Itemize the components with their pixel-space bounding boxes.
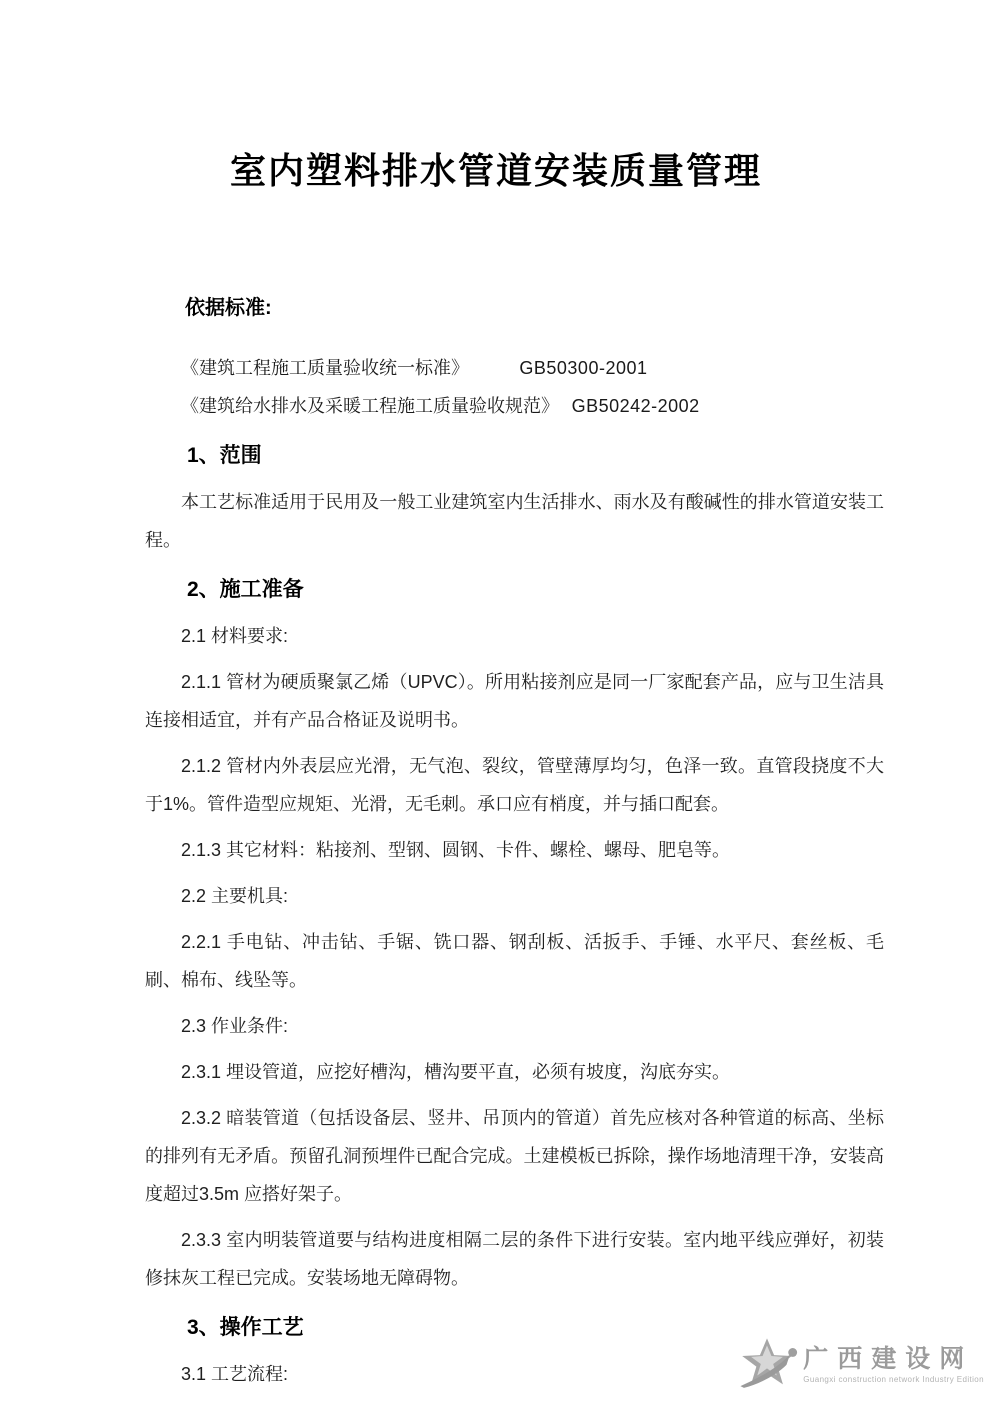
section-heading: 2、施工准备 [187, 578, 304, 601]
section-heading: 1、范围 [187, 444, 262, 467]
logo-text-block [803, 1345, 984, 1384]
standard-item [145, 387, 884, 425]
section-scope [145, 437, 884, 559]
star-logo-icon [731, 1333, 803, 1395]
document-title: 室内塑料排水管道安装质量管理 [229, 150, 762, 191]
paragraph: 2.3 作业条件: [181, 1016, 289, 1036]
logo-caption: Guangxi construction network Industry Edition [803, 1374, 984, 1384]
standards-list [145, 349, 884, 425]
paragraph: 2.3.1 埋设管道，应挖好槽沟，槽沟要平直，必须有坡度，沟底夯实。 [181, 1062, 731, 1082]
section-heading: 3、操作工艺 [187, 1316, 304, 1339]
paragraph: 2.3.3 室内明装管道要与结构进度相隔二层的条件下进行安装。室内地平线应弹好，初装修抹灰工程已完成。安装场地无障碍物。 [145, 1230, 884, 1288]
logo-text: 广西建设网 [803, 1344, 974, 1373]
paragraph: 本工艺标准适用于民用及一般工业建筑室内生活排水、雨水及有酸碱性的排水管道安装工程。 [145, 492, 884, 550]
paragraph: 2.2.1 手电钻、冲击钻、手锯、铣口器、钢刮板、活扳手、手锤、水平尺、套丝板、毛刷、棉布、线坠等。 [145, 932, 884, 990]
standard-name: 《建筑工程施工质量验收统一标准》 [181, 358, 469, 378]
paragraph: 2.1.3 其它材料：粘接剂、型钢、圆钢、卡件、螺栓、螺母、肥皂等。 [181, 840, 731, 860]
paragraph: 3.1 工艺流程: [181, 1364, 289, 1384]
standard-code: GB50242-2002 [571, 396, 700, 416]
section-preparation [145, 571, 884, 1297]
paragraph: 2.1.1 管材为硬质聚氯乙烯（UPVC）。所用粘接剂应是同一厂家配套产品，应与卫生洁具连接相适宜，并有产品合格证及说明书。 [145, 672, 884, 730]
standards-label: 依据标准: [185, 297, 272, 319]
site-logo [731, 1333, 984, 1395]
standard-item [145, 349, 884, 387]
paragraph: 2.1 材料要求: [181, 626, 289, 646]
paragraph: 2.1.2 管材内外表层应光滑，无气泡、裂纹，管壁薄厚均匀，色泽一致。直管段挠度不大于1%。管件造型应规矩、光滑，无毛刺。承口应有梢度，并与插口配套。 [145, 756, 884, 814]
standard-code: GB50300-2001 [519, 358, 648, 378]
standard-name: 《建筑给水排水及采暖工程施工质量验收规范》 [181, 396, 559, 416]
paragraph: 2.3.2 暗装管道（包括设备层、竖井、吊顶内的管道）首先应核对各种管道的标高、坐标的排列有无矛盾。预留孔洞预埋件已配合完成。土建模板已拆除，操作场地清理干净，安装高度超过3.5m 应搭好架子。 [145, 1108, 884, 1204]
paragraph: 2.2 主要机具: [181, 886, 289, 906]
